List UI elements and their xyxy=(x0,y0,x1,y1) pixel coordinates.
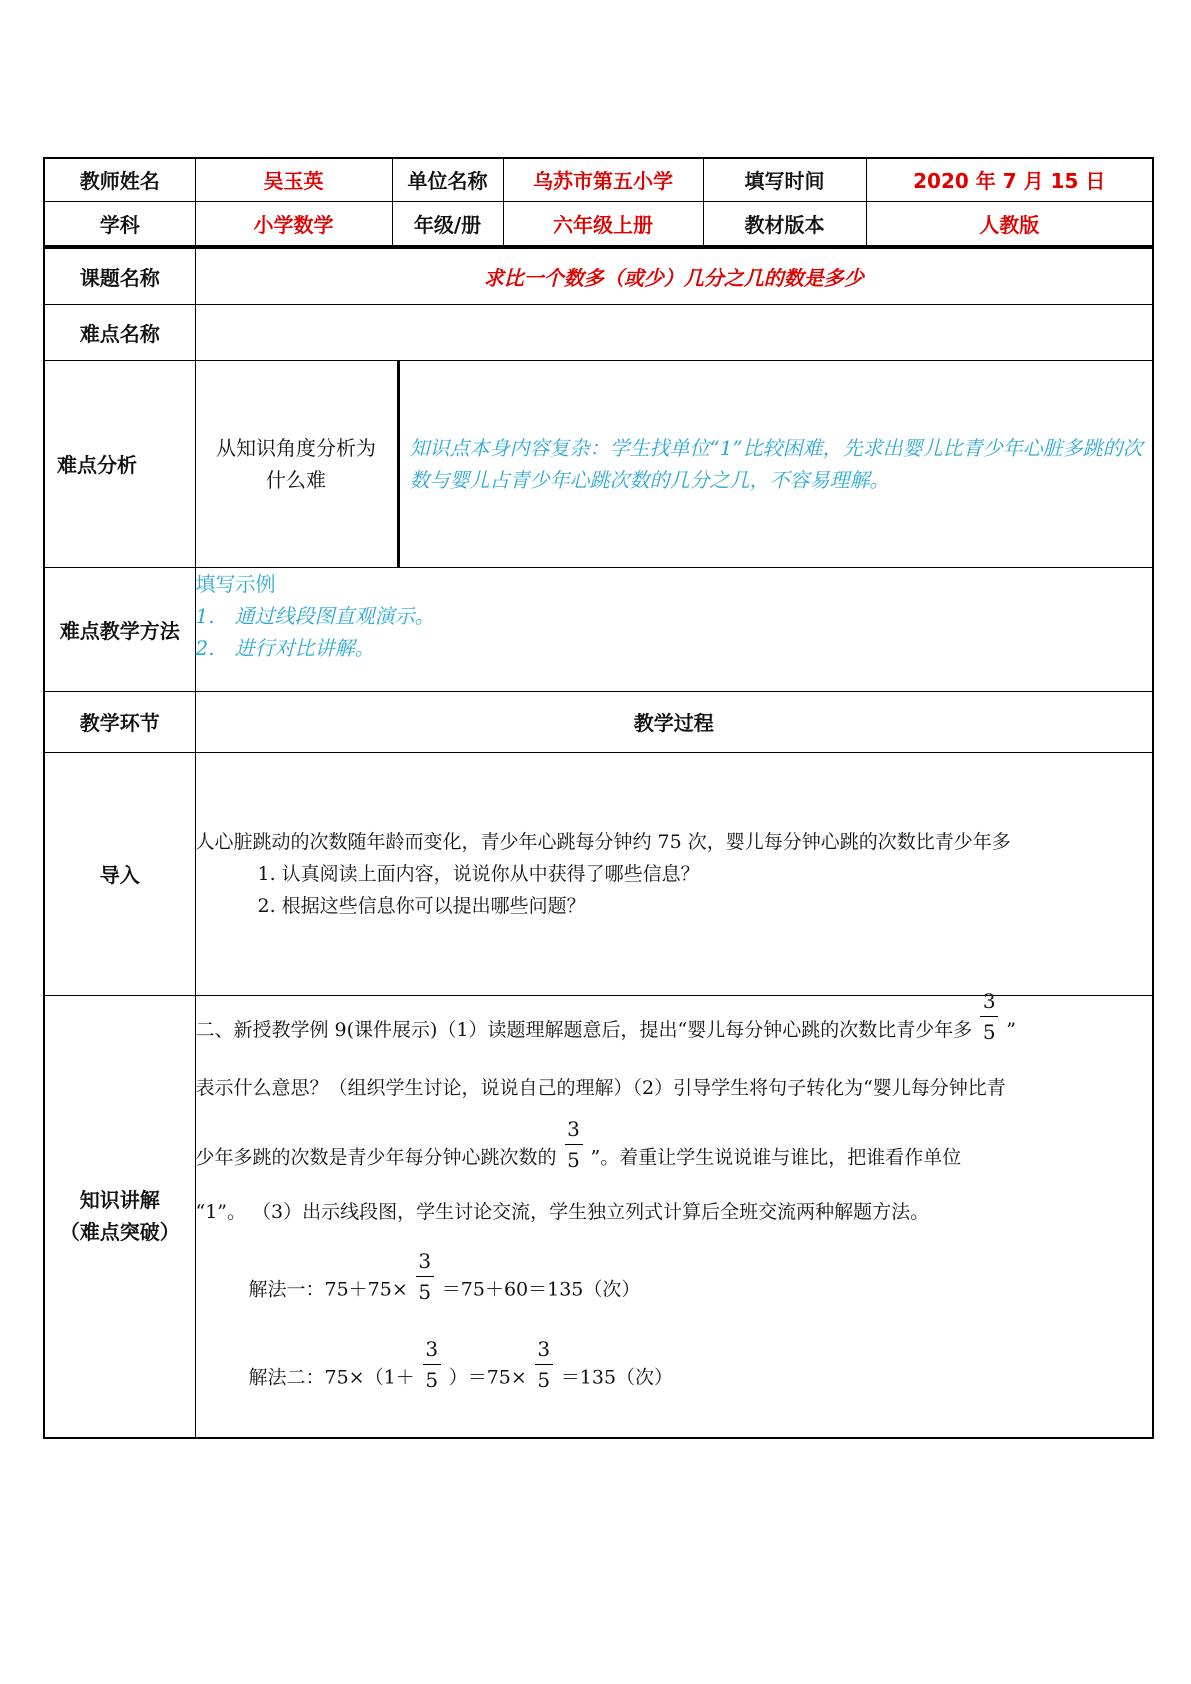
fraction-three-fifths: $\frac{3}{5}$ xyxy=(978,986,1000,1047)
method-item-2: 2. 进行对比讲解。 xyxy=(195,635,375,660)
date-label: 填写时间 xyxy=(703,158,866,201)
edition-value: 人教版 xyxy=(866,201,1153,245)
intro-label: 导入 xyxy=(44,752,195,995)
solution-one-a: 解法一：75＋75× xyxy=(248,1278,408,1300)
solution-two-c: ＝135（次） xyxy=(560,1366,674,1388)
knowledge-label-line2: （难点突破） xyxy=(59,1220,180,1245)
fraction-three-fifths: $\frac{3}{5}$ xyxy=(414,1246,436,1307)
solution-one xyxy=(196,1248,1153,1316)
fraction-three-fifths: $\frac{3}{5}$ xyxy=(421,1334,443,1395)
analysis-label: 难点分析 xyxy=(44,360,195,567)
date-value: 2020 年 7 月 15 日 xyxy=(866,158,1153,201)
lesson-plan-form xyxy=(43,157,1152,1439)
unit-value: 乌苏市第五小学 xyxy=(503,158,703,201)
method-heading: 填写示例 xyxy=(195,571,276,596)
unit-label: 单位名称 xyxy=(392,158,503,201)
topic-label: 课题名称 xyxy=(44,247,195,304)
intro-item-1: 1. 认真阅读上面内容，说说你从中获得了哪些信息？ xyxy=(257,862,700,885)
edition-label: 教材版本 xyxy=(703,201,866,245)
intro-item-2: 2. 根据这些信息你可以提出哪些问题？ xyxy=(257,894,586,917)
knowledge-p2: 表示什么意思？（组织学生讨论，说说自己的理解）（2）引导学生将句子转化为“婴儿每分钟比青 xyxy=(195,1076,1006,1099)
info-table xyxy=(43,157,1154,246)
knowledge-content xyxy=(195,989,1153,1438)
solution-one-b: ＝75＋60＝135（次） xyxy=(441,1278,641,1300)
method-box xyxy=(195,567,1153,691)
difficulty-name-value xyxy=(195,304,1153,360)
subject-label: 学科 xyxy=(44,201,195,245)
fraction-three-fifths: $\frac{3}{5}$ xyxy=(563,1114,585,1175)
knowledge-p3-a: 少年多跳的次数是青少年每分钟心跳次数的 xyxy=(195,1146,557,1168)
knowledge-p1-b: ” xyxy=(1006,1018,1016,1041)
solution-two xyxy=(196,1336,1153,1404)
knowledge-p1-a: 二、新授教学例 9(课件展示)（1）读题理解题意后，提出“婴儿每分钟心跳的次数比青少年多 xyxy=(195,1018,973,1041)
intro-text: 人心脏跳动的次数随年龄而变化，青少年心跳每分钟约 75 次，婴儿每分钟心跳的次数比青少年多 xyxy=(195,830,1011,853)
difficulty-name-label: 难点名称 xyxy=(44,304,195,360)
analysis-sub-label: 从知识角度分析为什么难 xyxy=(195,360,398,567)
teacher-label: 教师姓名 xyxy=(44,158,195,201)
subject-value: 小学数学 xyxy=(195,201,392,245)
topic-value: 求比一个数多（或少）几分之几的数是多少 xyxy=(195,247,1153,304)
knowledge-p3-b: ”。着重让学生说说谁与谁比，把谁看作单位 xyxy=(590,1146,962,1168)
stage-header: 教学环节 xyxy=(44,691,195,752)
solution-two-a: 解法二：75×（1＋ xyxy=(248,1366,415,1388)
grade-label: 年级/册 xyxy=(392,201,503,245)
knowledge-line-3 xyxy=(195,1116,1153,1184)
fraction-three-fifths: $\frac{3}{5}$ xyxy=(533,1334,555,1395)
method-label: 难点教学方法 xyxy=(44,567,195,691)
knowledge-label-line1: 知识讲解 xyxy=(79,1188,160,1213)
method-item-1: 1. 通过线段图直观演示。 xyxy=(195,603,435,628)
content-table xyxy=(43,246,1154,1440)
knowledge-label xyxy=(44,995,195,1438)
knowledge-line-1 xyxy=(195,989,1153,1060)
process-header: 教学过程 xyxy=(195,691,1153,752)
intro-content xyxy=(195,752,1153,995)
grade-value: 六年级上册 xyxy=(503,201,703,245)
knowledge-p4: “1”。 （3）出示线段图，学生讨论交流，学生独立列式计算后全班交流两种解题方法。 xyxy=(195,1200,930,1223)
solution-two-b: ）＝75× xyxy=(448,1366,527,1388)
analysis-text: 知识点本身内容复杂：学生找单位“1”比较困难，先求出婴儿比青少年心脏多跳的次数与婴儿占青少年心跳次数的几分之几，不容易理解。 xyxy=(398,360,1153,567)
teacher-value: 吴玉英 xyxy=(195,158,392,201)
